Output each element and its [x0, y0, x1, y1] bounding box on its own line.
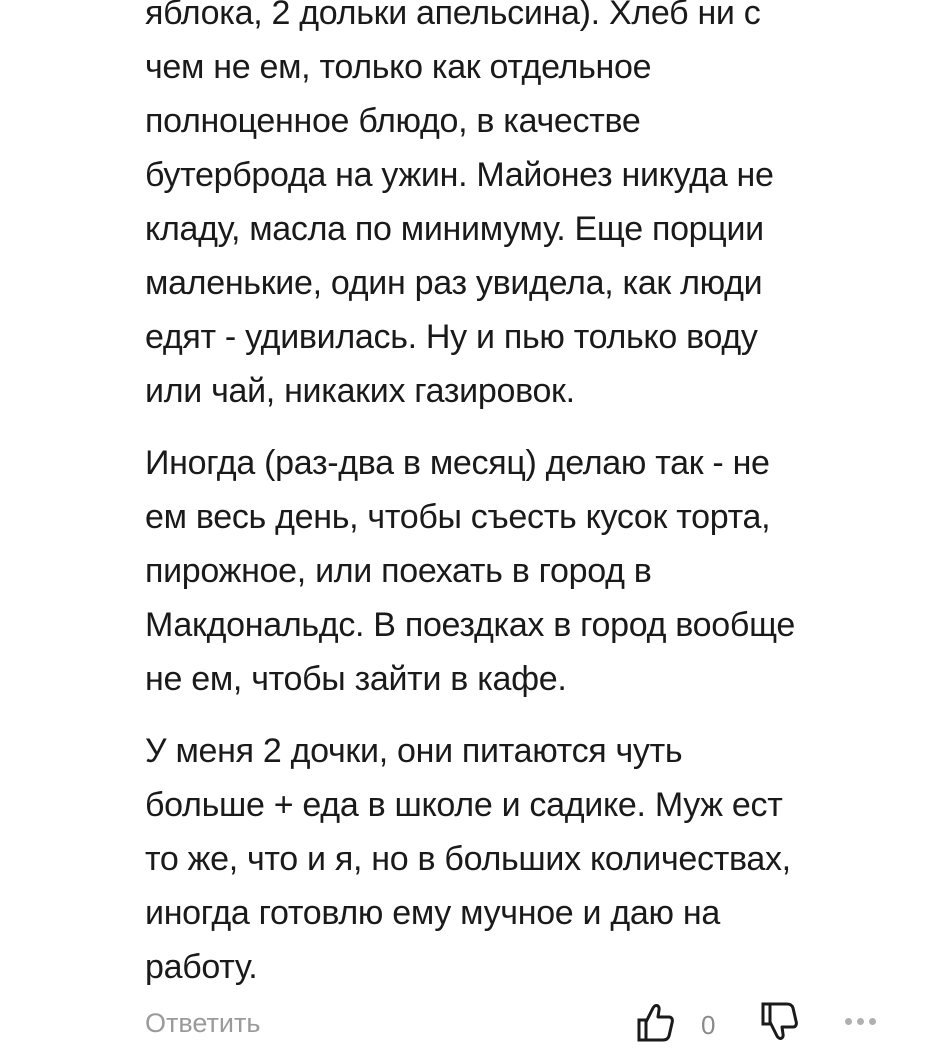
thumbs-up-icon[interactable] — [633, 1000, 677, 1044]
reply-button[interactable]: Ответить — [145, 1008, 261, 1038]
more-dots-icon[interactable] — [845, 1012, 885, 1024]
thumbs-down-icon[interactable] — [757, 1000, 801, 1044]
comment-body — [145, 0, 905, 1012]
comment-actions — [145, 1000, 945, 1060]
comment-paragraph: Иногда (раз-два в месяц) делаю так - не ем весь день, чтобы съесть кусок торта, пирожное, или поехать в город в Макдональдс. В поездках в город вообще не ем, чтобы зайти в кафе. — [145, 444, 795, 698]
comment-paragraph: У меня 2 дочки, они питаются чуть больше + еда в школе и садике. Муж ест то же, что и я, но в больших количествах, иногда готовлю ему мучное и даю на работу. — [145, 732, 791, 986]
like-count: 0 — [701, 1010, 716, 1040]
comment-paragraph: яблока, 2 дольки апельсина). Хлеб ни с чем не ем, только как отдельное полноценное блюдо, в качестве бутерброда на ужин. Майонез никуда не кладу, масла по минимуму. Еще порции маленькие, один раз увидела, как люди едят - удивилась. Ну и пью только воду или чай, никаких газировок. — [145, 0, 774, 410]
